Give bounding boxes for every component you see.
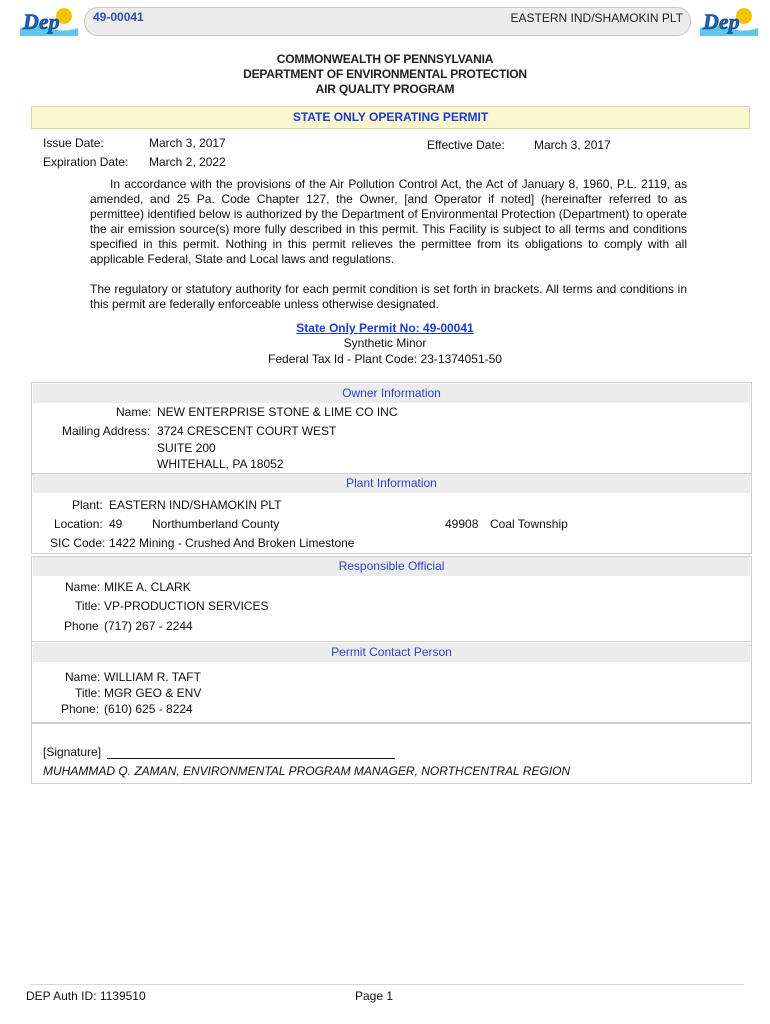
owner-name: NEW ENTERPRISE STONE & LIME CO INC bbox=[157, 405, 398, 419]
logo-text: Dep bbox=[703, 9, 740, 34]
address-line-3: WHITEHALL, PA 18052 bbox=[157, 457, 284, 471]
signature-label: [Signature] bbox=[43, 745, 102, 759]
header-permit-number: 49-00041 bbox=[93, 10, 144, 24]
contact-title-label: Title: bbox=[75, 686, 101, 700]
authority-paragraph: The regulatory or statutory authority for each permit condition is set forth in brackets. All terms and conditions in this permit are federally enforceable unless otherwise designated. bbox=[90, 282, 687, 311]
authorization-paragraph: In accordance with the provisions of the Air Pollution Control Act, the Act of January 8, 1960, P.L. 2119, as amended, and 25 Pa. Code Chapter 127, the Owner, [and Operator if noted] (hereinafter referred to as permittee) identified below is authorized by the Department of Environmental Protection (Department) to operate the air emission source(s) more fully described in this permit. This Facility is subject to all terms and conditions specified in this permit. Nothing in this permit relieves the permittee from its obligations to comply with all applicable Federal, State and Local laws and regulations. bbox=[90, 177, 687, 266]
contact-title: MGR GEO & ENV bbox=[104, 686, 202, 700]
official-name: MIKE A. CLARK bbox=[104, 580, 191, 594]
official-name-label: Name: bbox=[65, 580, 101, 594]
sic-code-label: SIC Code: bbox=[50, 536, 106, 550]
address-line-2: SUITE 200 bbox=[157, 441, 216, 455]
dep-auth-id: DEP Auth ID: 1139510 bbox=[26, 989, 146, 1003]
township: Coal Township bbox=[490, 517, 568, 531]
location-label: Location: bbox=[54, 517, 103, 531]
title-department: DEPARTMENT OF ENVIRONMENTAL PROTECTION bbox=[243, 67, 527, 81]
address-line-1: 3724 CRESCENT COURT WEST bbox=[157, 424, 337, 438]
expiration-date-value: March 2, 2022 bbox=[149, 155, 226, 169]
contact-name-label: Name: bbox=[65, 670, 101, 684]
official-title-label: Title: bbox=[75, 599, 101, 613]
mailing-address-label: Mailing Address: bbox=[62, 424, 151, 438]
contact-person-heading: Permit Contact Person bbox=[33, 643, 750, 662]
owner-name-label: Name: bbox=[116, 405, 152, 419]
signing-officer: MUHAMMAD Q. ZAMAN, ENVIRONMENTAL PROGRAM MANAGER, NORTHCENTRAL REGION bbox=[43, 764, 571, 778]
official-phone: (717) 267 - 2244 bbox=[104, 619, 193, 633]
responsible-official-heading: Responsible Official bbox=[33, 557, 750, 576]
contact-phone-label: Phone: bbox=[61, 702, 100, 716]
plant-info-heading: Plant Information bbox=[33, 474, 750, 493]
page-number: Page 1 bbox=[355, 989, 394, 1003]
federal-tax-id: Federal Tax Id - Plant Code: 23-1374051-50 bbox=[268, 352, 502, 366]
footer-divider bbox=[31, 984, 744, 985]
owner-info-heading: Owner Information bbox=[33, 384, 750, 403]
dep-logo-left bbox=[20, 6, 78, 36]
title-program: AIR QUALITY PROGRAM bbox=[315, 82, 455, 96]
permit-number-link[interactable]: State Only Permit No: 49-00041 bbox=[296, 321, 474, 335]
header-plant-name: EASTERN IND/SHAMOKIN PLT bbox=[510, 11, 683, 25]
contact-phone: (610) 625 - 8224 bbox=[104, 702, 193, 716]
issue-date-label: Issue Date: bbox=[43, 136, 104, 150]
signature-line[interactable] bbox=[107, 758, 395, 759]
title-commonwealth: COMMONWEALTH OF PENNSYLVANIA bbox=[276, 52, 494, 66]
dep-logo-right bbox=[700, 6, 758, 36]
official-title: VP-PRODUCTION SERVICES bbox=[104, 599, 269, 613]
official-phone-label: Phone bbox=[64, 619, 99, 633]
issue-date-value: March 3, 2017 bbox=[149, 136, 226, 150]
plant-name: EASTERN IND/SHAMOKIN PLT bbox=[109, 498, 282, 512]
contact-name: WILLIAM R. TAFT bbox=[104, 670, 201, 684]
expiration-date-label: Expiration Date: bbox=[43, 155, 129, 169]
location-code: 49 bbox=[109, 517, 123, 531]
logo-text: Dep bbox=[23, 9, 60, 34]
permit-classification: Synthetic Minor bbox=[343, 336, 427, 350]
sic-code-value: 1422 Mining - Crushed And Broken Limestone bbox=[109, 536, 355, 550]
permit-type-banner: STATE ONLY OPERATING PERMIT bbox=[31, 106, 750, 129]
municipality-code: 49908 bbox=[445, 517, 479, 531]
county: Northumberland County bbox=[152, 517, 280, 531]
effective-date-value: March 3, 2017 bbox=[534, 138, 611, 152]
effective-date-label: Effective Date: bbox=[427, 138, 505, 152]
plant-label: Plant: bbox=[72, 498, 103, 512]
